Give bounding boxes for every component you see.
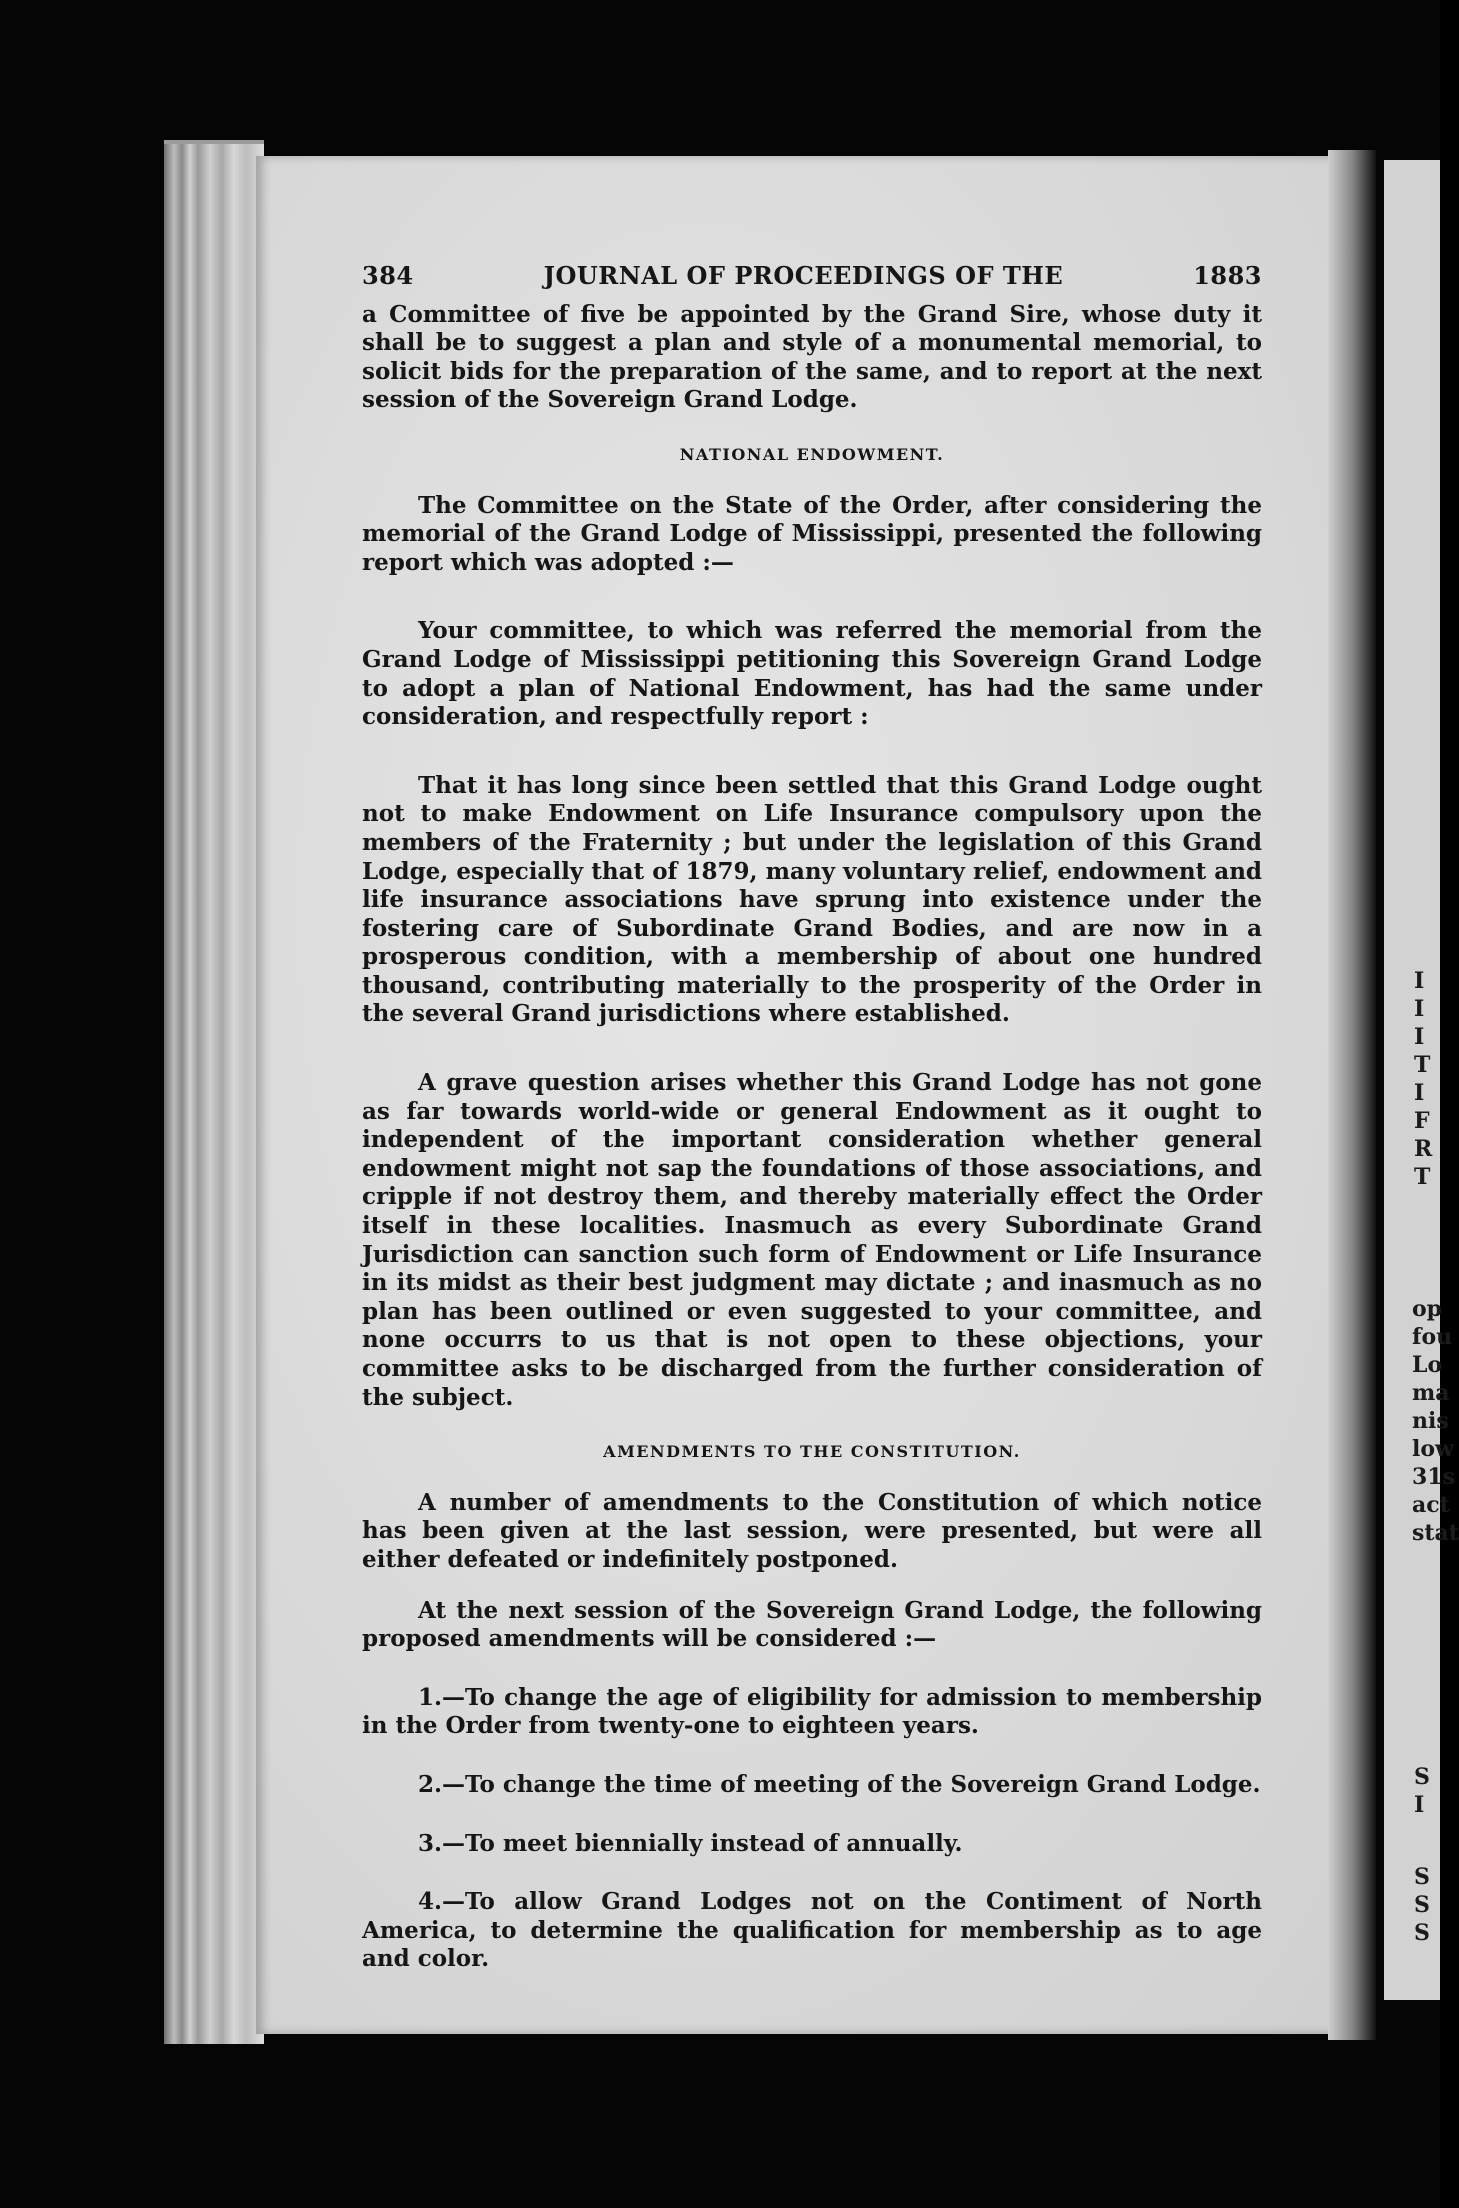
next-page-fragment: S [1414,1764,1430,1790]
page-number: 384 [362,261,414,290]
next-page-fragment: I [1414,1080,1425,1106]
next-page-fragment: op [1412,1296,1443,1322]
header-year: 1883 [1193,261,1262,290]
next-page-edge [1384,160,1459,2000]
paragraph: At the next session of the Sovereign Grand Lodge, the following proposed amendments will be considered :— [362,1596,1262,1653]
amendment-item: 3.—To meet biennially instead of annually. [418,1829,963,1857]
next-page-fragment: I [1414,996,1425,1022]
amendment-item: 4.—To allow Grand Lodges not on the Contiment of North America, to determine the qualification for membership as to age and color. [362,1888,1262,1973]
book-binding-edge [164,140,264,2044]
paragraph: A number of amendments to the Constitution of which notice has been given at the last session, were presented, but were all either defeated or indefinitely postponed. [362,1488,1262,1573]
report-paragraph: Your committee, to which was referred the memorial from the Grand Lodge of Mississippi petitioning this Sovereign Grand Lodge to adopt a plan of National Endowment, has had the same under consideration, and respectfully report : [362,617,1262,731]
next-page-fragment: 31s [1412,1464,1456,1490]
report-paragraph: A grave question arises whether this Grand Lodge has not gone as far towards world-wide or general Endowment as it ought to independent of the important consideration whether general endowment might not sap the foundations of those associations, and cripple if not destroy them, and thereby materially effect the Order itself in these localities. Inasmuch as every Subordinate Grand Jurisdiction can sanction such form of Endowment or Life Insurance in its midst as their best judgment may dictate ; and inasmuch as no plan has been outlined or even suggested to your committee, and none occurrs to us that is not open to these objections, your committee asks to be discharged from the further consideration of the subject. [362,1069,1262,1411]
next-page-fragment: stat [1412,1520,1459,1546]
next-page-fragment: ma [1412,1380,1450,1406]
next-page-fragment: I [1414,1792,1425,1818]
paragraph: a Committee of five be appointed by the Grand Sire, whose duty it shall be to suggest a plan and style of a monumental memorial, to solicit bids for the preparation of the same, and to report at the next session of the Sovereign Grand Lodge. [362,300,1262,414]
page-text [362,262,1262,1974]
next-page-fragment: I [1414,1024,1425,1050]
next-page-fragment: Lo [1412,1352,1443,1378]
next-page-fragment: F [1414,1108,1430,1134]
next-page-fragment: fou [1412,1324,1453,1350]
paragraph: The Committee on the State of the Order, after considering the memorial of the Grand Lodge of Mississippi, presented the following report which was adopted :— [362,491,1262,576]
next-page-fragment: S [1414,1864,1430,1890]
next-page-fragment: T [1414,1164,1431,1190]
next-page-fragment: R [1414,1136,1433,1162]
next-page-fragment: S [1414,1920,1430,1946]
next-page-fragment: act [1412,1492,1450,1518]
amendment-item: 2.—To change the time of meeting of the Sovereign Grand Lodge. [418,1770,1261,1798]
section-heading-national-endowment: NATIONAL ENDOWMENT. [679,444,945,464]
next-page-fragment: nis [1412,1408,1449,1434]
report-paragraph: That it has long since been settled that this Grand Lodge ought not to make Endowment on Life Insurance compulsory upon the members of the Fraternity ; but under the legislation of this Grand Lodge, especially that of 1879, many voluntary relief, endowment and life insurance associations have sprung into existence under the fostering care of Subordinate Grand Bodies, and are now in a prosperous condition, with a membership of about one hundred thousand, contributing materially to the prosperity of the Order in the several Grand jurisdictions where established. [362,771,1262,1028]
section-heading-amendments: AMENDMENTS TO THE CONSTITUTION. [603,1442,1021,1462]
next-page-fragment: low [1412,1436,1454,1462]
amendment-item: 1.—To change the age of eligibility for admission to membership in the Order from twenty-one to eighteen years. [362,1683,1262,1740]
next-page-fragment: I [1414,968,1425,994]
next-page-fragment: T [1414,1052,1431,1078]
page-gutter-shadow [1328,150,1376,2040]
amendment-list [362,1684,1262,1974]
running-header [362,262,1262,291]
running-title: JOURNAL OF PROCEEDINGS OF THE [543,261,1064,290]
next-page-fragment: S [1414,1892,1430,1918]
